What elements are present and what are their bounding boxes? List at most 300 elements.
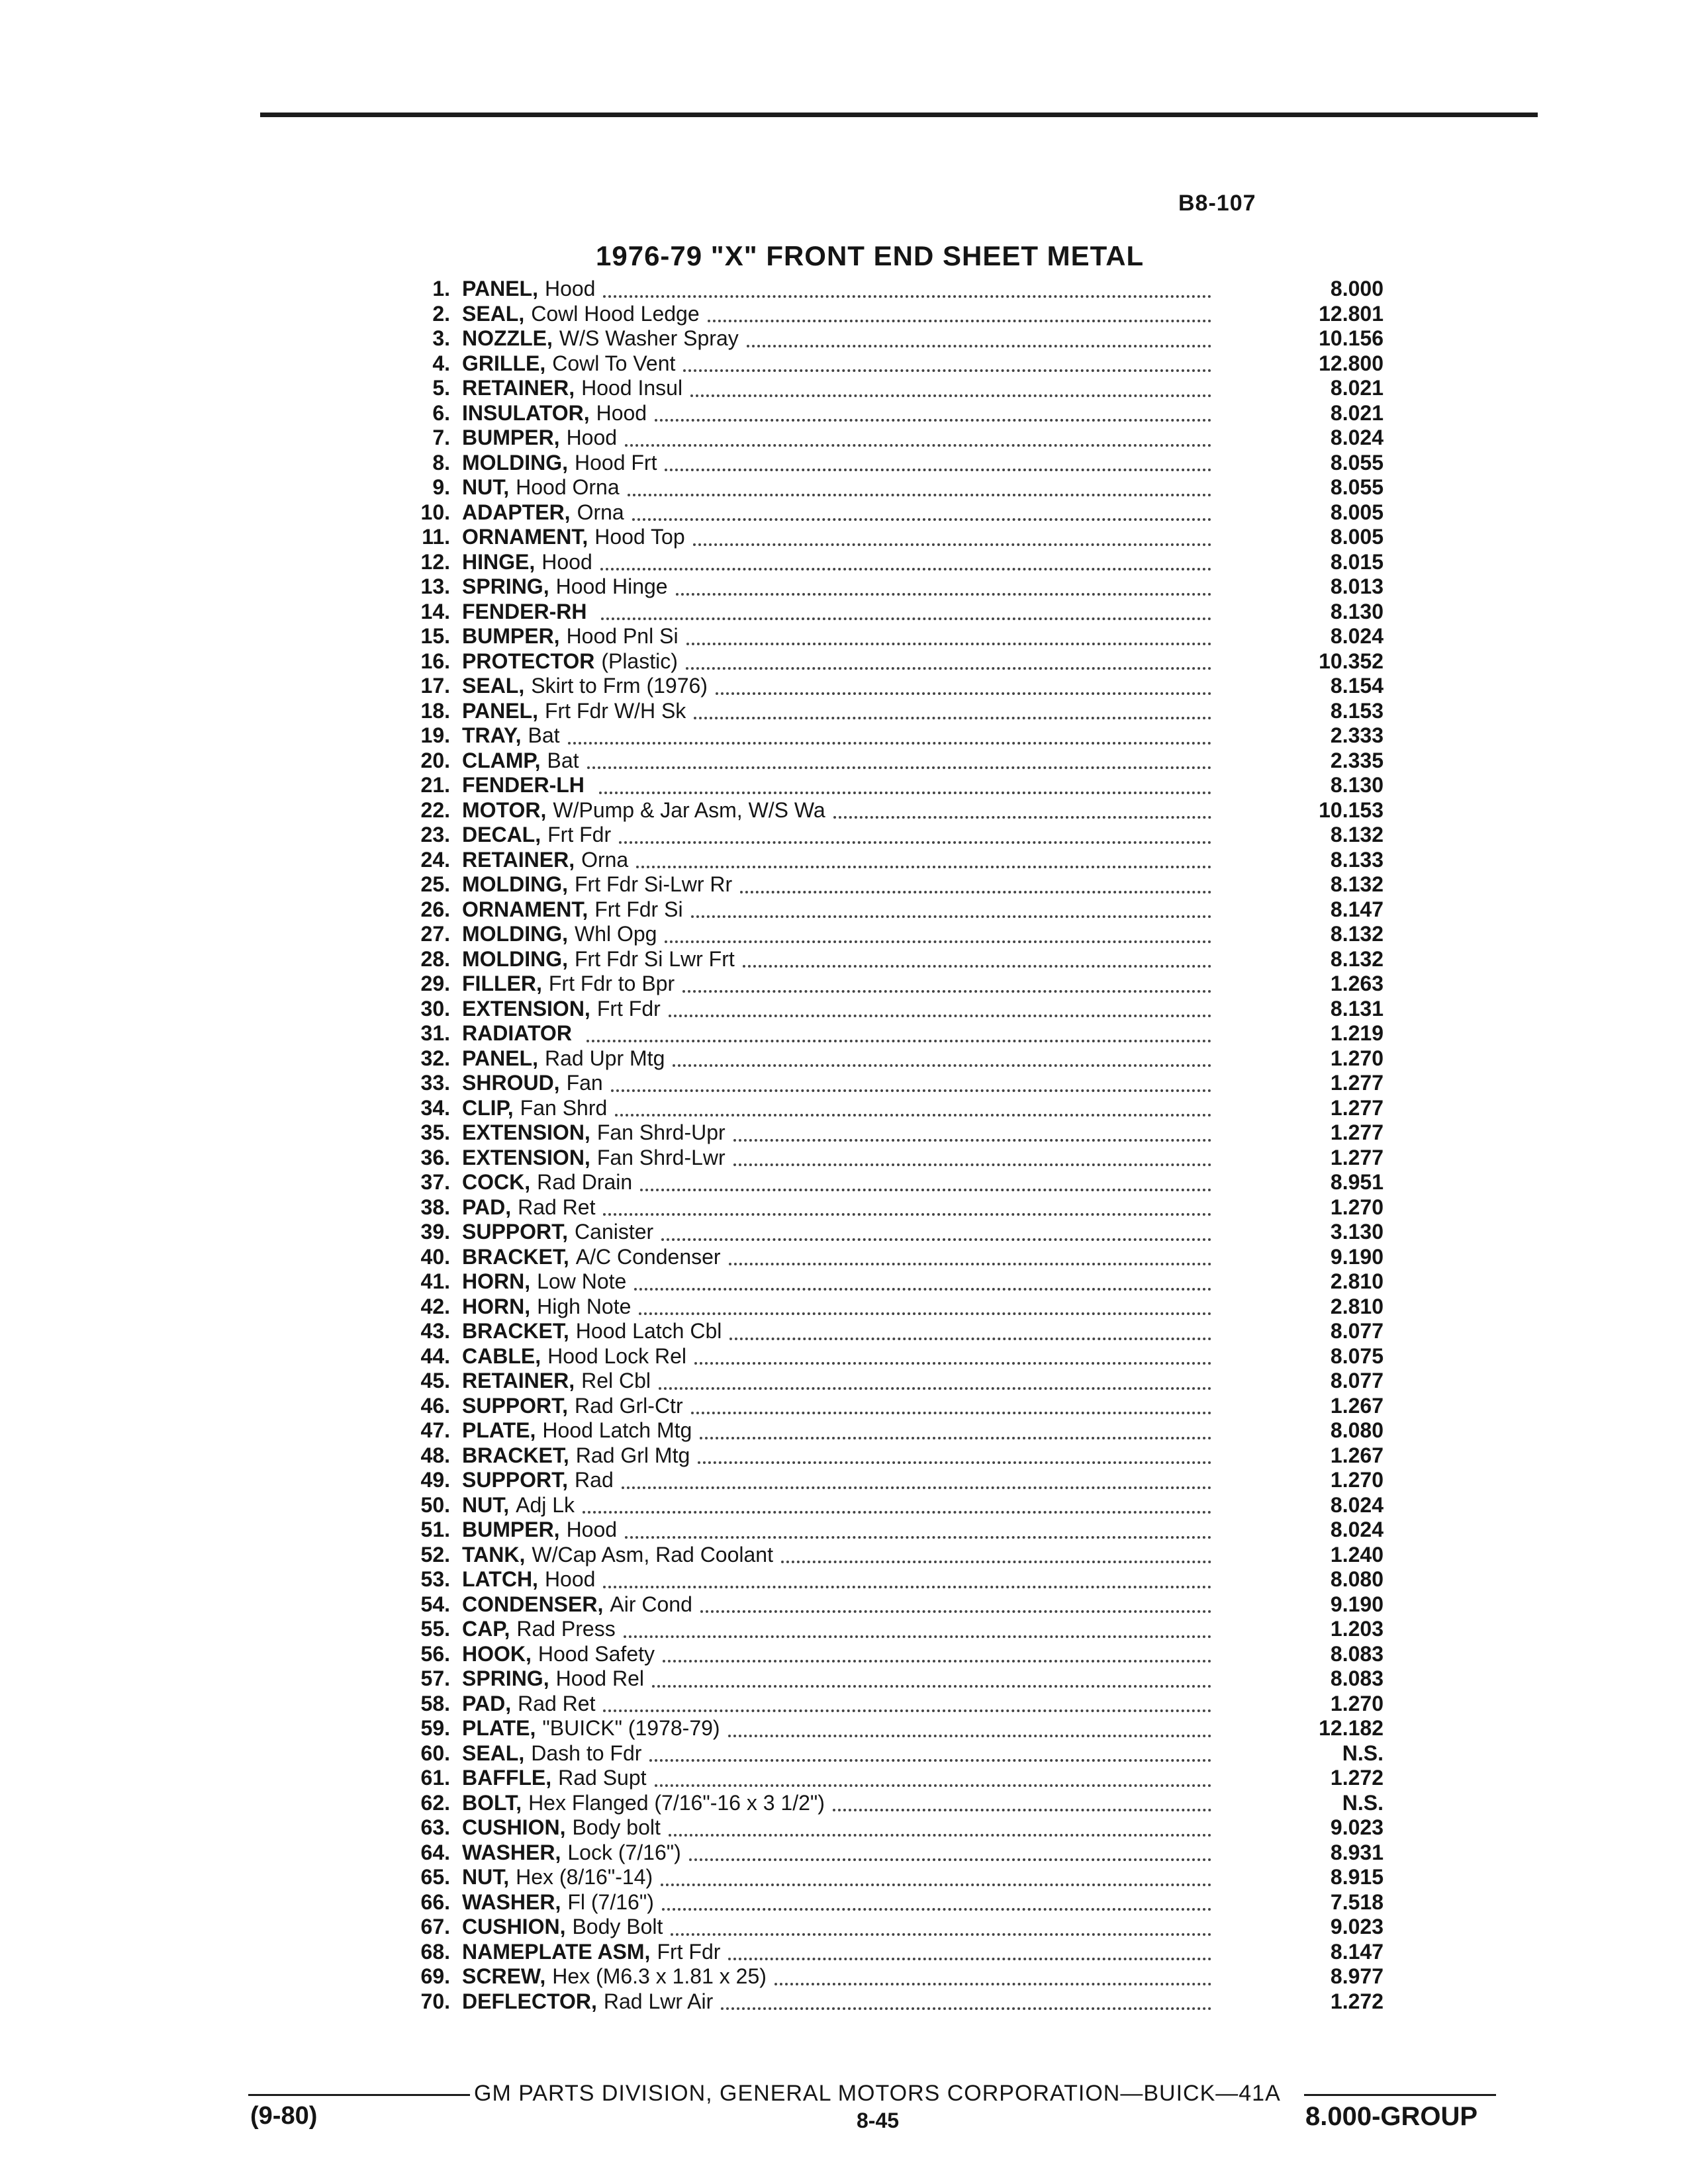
- part-description: Hood: [566, 426, 618, 449]
- part-group-number: 8.083: [1330, 1666, 1383, 1690]
- part-group-number: 8.005: [1330, 500, 1383, 524]
- part-number: 69.: [420, 1964, 450, 1988]
- part-row: [384, 326, 1383, 351]
- part-group-number: 2.333: [1330, 723, 1383, 747]
- part-number: 4.: [432, 351, 450, 375]
- part-group-number: 8.154: [1330, 674, 1383, 698]
- part-description: Body bolt: [572, 1815, 661, 1839]
- part-description: Frt Fdr: [596, 996, 661, 1021]
- part-description: Frt Fdr to Bpr: [548, 972, 675, 995]
- part-row: [384, 1716, 1383, 1741]
- part-description: Hood: [544, 277, 596, 300]
- part-row: [384, 1394, 1383, 1419]
- part-number: 28.: [420, 946, 450, 971]
- part-row: [384, 1815, 1383, 1841]
- part-name: BOLT,: [462, 1790, 522, 1815]
- part-group-number: 9.023: [1330, 1815, 1383, 1839]
- part-number: 32.: [420, 1046, 450, 1070]
- part-number: 11.: [422, 525, 450, 549]
- part-name: PANEL,: [462, 277, 538, 300]
- part-row: [384, 1766, 1383, 1791]
- part-number: 66.: [420, 1889, 450, 1914]
- part-description: Frt Fdr Si Lwr Frt: [574, 946, 735, 971]
- part-description: Body Bolt: [572, 1915, 663, 1938]
- part-number: 44.: [420, 1343, 450, 1368]
- part-number: 52.: [420, 1542, 450, 1567]
- part-description: Low Note: [537, 1269, 627, 1293]
- dot-leader: [601, 598, 1211, 620]
- part-row: [384, 1369, 1383, 1394]
- part-row: [384, 624, 1383, 649]
- part-name: SUPPORT,: [462, 1468, 569, 1492]
- part-row: [384, 674, 1383, 699]
- part-group-number: 10.352: [1319, 649, 1383, 673]
- part-group-number: 8.055: [1330, 450, 1383, 475]
- section-title: 1976-79 "X" FRONT END SHEET METAL: [596, 240, 1145, 271]
- part-description: Hood Insul: [581, 376, 683, 400]
- dot-leader: [628, 474, 1211, 496]
- part-row: [384, 1468, 1383, 1493]
- part-description: Hood Lock Rel: [547, 1343, 686, 1368]
- part-description: Whl Opg: [574, 922, 657, 946]
- part-name: SEAL,: [462, 1741, 525, 1765]
- part-name: BUMPER,: [462, 624, 560, 648]
- dot-leader: [634, 1268, 1211, 1291]
- part-number: 29.: [420, 972, 450, 995]
- part-row: [384, 1989, 1383, 2015]
- dot-leader: [686, 647, 1211, 670]
- part-description: Hood: [541, 549, 592, 574]
- part-row: [384, 1344, 1383, 1369]
- part-row: [384, 1518, 1383, 1543]
- part-name: EXTENSION,: [462, 1145, 590, 1169]
- part-description: Fan: [566, 1071, 603, 1095]
- part-name: SUPPORT,: [462, 1220, 569, 1244]
- part-number: 43.: [420, 1319, 450, 1343]
- part-row: [384, 773, 1383, 798]
- part-row: [384, 972, 1383, 997]
- dot-leader: [624, 1615, 1211, 1638]
- part-description: Rad: [575, 1468, 614, 1492]
- part-row: [384, 1741, 1383, 1766]
- part-description: Frt Fdr Si: [594, 897, 683, 921]
- part-group-number: 8.013: [1330, 574, 1383, 598]
- part-number: 23.: [420, 823, 450, 846]
- part-number: 18.: [420, 698, 450, 723]
- part-number: 13.: [420, 574, 450, 598]
- part-number: 58.: [420, 1691, 450, 1715]
- part-row: [384, 1915, 1383, 1940]
- part-description: (Plastic): [601, 649, 678, 673]
- part-group-number: 8.005: [1330, 525, 1383, 549]
- part-name: HORN,: [462, 1294, 531, 1318]
- part-number: 40.: [420, 1244, 450, 1269]
- dot-leader: [716, 672, 1211, 695]
- footer-rule-left: [248, 2094, 470, 2096]
- part-group-number: 8.132: [1330, 946, 1383, 971]
- part-row: [384, 351, 1383, 377]
- part-name: CUSHION,: [462, 1915, 566, 1938]
- footer-corporation: GM PARTS DIVISION, GENERAL MOTORS CORPORATION—BUICK—41A: [474, 2081, 1281, 2106]
- part-group-number: 8.077: [1330, 1319, 1383, 1343]
- part-description: Fan Shrd-Upr: [596, 1120, 726, 1144]
- part-row: [384, 302, 1383, 327]
- part-group-number: 8.024: [1330, 426, 1383, 449]
- dot-leader: [676, 573, 1211, 596]
- part-name: NUT,: [462, 1865, 510, 1889]
- part-name: SHROUD,: [462, 1071, 560, 1095]
- part-description: Hood: [596, 400, 647, 425]
- part-name: CONDENSER,: [462, 1592, 604, 1616]
- part-row: [384, 1791, 1383, 1816]
- part-name: SPRING,: [462, 1666, 549, 1690]
- dot-leader: [728, 1715, 1211, 1737]
- dot-leader: [733, 1144, 1211, 1166]
- dot-leader: [729, 1243, 1211, 1265]
- part-row: [384, 997, 1383, 1022]
- dot-leader: [611, 1069, 1211, 1092]
- part-row: [384, 1170, 1383, 1195]
- part-name: PANEL,: [462, 698, 538, 723]
- page-code: B8-107: [1178, 191, 1256, 216]
- dot-leader: [740, 871, 1211, 893]
- part-row: [384, 475, 1383, 500]
- part-description: Lock (7/16"): [567, 1840, 681, 1864]
- part-number: 3.: [432, 326, 450, 350]
- part-number: 48.: [420, 1443, 450, 1467]
- dot-leader: [625, 424, 1211, 447]
- dot-leader: [661, 1218, 1211, 1241]
- part-group-number: 8.132: [1330, 922, 1383, 946]
- part-group-number: 8.015: [1330, 549, 1383, 574]
- part-row: [384, 451, 1383, 476]
- part-name: PLATE,: [462, 1418, 536, 1442]
- dot-leader: [652, 1665, 1211, 1688]
- part-number: 49.: [420, 1468, 450, 1492]
- part-number: 16.: [420, 649, 450, 673]
- part-group-number: 8.080: [1330, 1567, 1383, 1591]
- part-group-number: 9.023: [1330, 1915, 1383, 1938]
- part-group-number: 8.000: [1330, 277, 1383, 300]
- part-row: [384, 699, 1383, 724]
- part-group-number: 7.518: [1330, 1889, 1383, 1914]
- part-name: DEFLECTOR,: [462, 1989, 597, 2013]
- part-description: Orna: [577, 500, 624, 524]
- part-number: 8.: [432, 450, 450, 475]
- part-number: 51.: [420, 1518, 450, 1541]
- part-row: [384, 401, 1383, 426]
- part-row: [384, 649, 1383, 674]
- part-number: 38.: [420, 1195, 450, 1219]
- part-name: RADIATOR: [462, 1021, 572, 1045]
- part-description: Rad Ret: [518, 1691, 596, 1715]
- part-number: 37.: [420, 1170, 450, 1194]
- part-number: 56.: [420, 1641, 450, 1666]
- dot-leader: [661, 1864, 1211, 1886]
- part-row: [384, 872, 1383, 897]
- part-description: Frt Fdr: [547, 823, 612, 846]
- part-row: [384, 1319, 1383, 1344]
- part-group-number: 1.263: [1330, 972, 1383, 995]
- part-group-number: N.S.: [1342, 1790, 1383, 1815]
- part-name: SUPPORT,: [462, 1393, 569, 1418]
- part-group-number: 1.219: [1330, 1021, 1383, 1045]
- part-description: W/Pump & Jar Asm, W/S Wa: [553, 797, 825, 822]
- part-group-number: 1.270: [1330, 1691, 1383, 1715]
- dot-leader: [694, 1342, 1211, 1365]
- part-number: 53.: [420, 1567, 450, 1591]
- dot-leader: [586, 1020, 1211, 1042]
- part-group-number: 1.272: [1330, 1989, 1383, 2013]
- part-description: Hood Latch Cbl: [575, 1319, 722, 1343]
- part-description: Rad Grl-Ctr: [575, 1393, 683, 1418]
- part-name: DECAL,: [462, 823, 541, 846]
- part-name: MOTOR,: [462, 797, 547, 822]
- part-description: Rad Supt: [558, 1766, 647, 1790]
- part-number: 15.: [420, 624, 450, 648]
- part-group-number: 10.153: [1319, 797, 1383, 822]
- part-number: 42.: [420, 1294, 450, 1318]
- part-name: PANEL,: [462, 1046, 538, 1070]
- dot-leader: [659, 1367, 1211, 1390]
- part-name: MOLDING,: [462, 450, 568, 475]
- dot-leader: [663, 1640, 1211, 1662]
- part-description: Cowl To Vent: [552, 351, 676, 375]
- part-row: [384, 723, 1383, 749]
- part-number: 1.: [432, 277, 450, 300]
- part-row: [384, 848, 1383, 873]
- part-description: Cowl Hood Ledge: [531, 301, 700, 326]
- part-number: 55.: [420, 1617, 450, 1641]
- dot-leader: [615, 1094, 1211, 1116]
- part-row: [384, 1865, 1383, 1890]
- part-group-number: 8.132: [1330, 872, 1383, 896]
- dot-leader: [603, 275, 1211, 298]
- part-row: [384, 947, 1383, 972]
- part-name: TANK,: [462, 1542, 526, 1567]
- part-group-number: 8.131: [1330, 996, 1383, 1021]
- part-number: 22.: [420, 797, 450, 822]
- part-number: 17.: [420, 674, 450, 698]
- part-name: TRAY,: [462, 723, 522, 747]
- part-number: 60.: [420, 1741, 450, 1765]
- part-description: Adj Lk: [516, 1492, 575, 1517]
- part-number: 36.: [420, 1145, 450, 1169]
- part-description: Fl (7/16"): [567, 1889, 654, 1914]
- dot-leader: [665, 921, 1211, 943]
- part-group-number: 1.270: [1330, 1195, 1383, 1219]
- part-group-number: 8.024: [1330, 1518, 1383, 1541]
- part-group-number: 2.810: [1330, 1294, 1383, 1318]
- part-row: [384, 1493, 1383, 1518]
- part-description: High Note: [537, 1294, 632, 1318]
- part-description: Frt Fdr Si-Lwr Rr: [574, 872, 733, 896]
- dot-leader: [721, 1987, 1211, 2010]
- part-name: ADAPTER,: [462, 500, 571, 524]
- part-number: 67.: [420, 1915, 450, 1938]
- part-row: [384, 1692, 1383, 1717]
- dot-leader: [669, 1814, 1211, 1837]
- part-group-number: 1.267: [1330, 1443, 1383, 1467]
- part-name: PROTECTOR: [462, 649, 595, 673]
- dot-leader: [694, 697, 1211, 719]
- part-row: [384, 1021, 1383, 1046]
- part-description: Frt Fdr W/H Sk: [544, 698, 686, 723]
- dot-leader: [599, 772, 1211, 794]
- part-row: [384, 1890, 1383, 1915]
- part-name: PAD,: [462, 1195, 512, 1219]
- part-name: RETAINER,: [462, 1369, 575, 1392]
- part-number: 68.: [420, 1939, 450, 1964]
- dot-leader: [649, 1739, 1211, 1762]
- part-description: A/C Condenser: [575, 1244, 721, 1269]
- part-group-number: 8.080: [1330, 1418, 1383, 1442]
- part-description: Hood: [544, 1567, 596, 1591]
- part-description: Air Cond: [610, 1592, 692, 1616]
- part-description: Hood Hinge: [555, 574, 668, 598]
- part-number: 33.: [420, 1071, 450, 1095]
- part-number: 6.: [432, 400, 450, 425]
- part-name: BAFFLE,: [462, 1766, 552, 1790]
- part-name: HORN,: [462, 1269, 531, 1293]
- part-number: 47.: [420, 1418, 450, 1442]
- part-number: 26.: [420, 897, 450, 921]
- part-description: Frt Fdr: [657, 1939, 721, 1964]
- part-description: Rad Lwr Air: [603, 1989, 714, 2013]
- part-name: NOZZLE,: [462, 326, 553, 350]
- part-name: ORNAMENT,: [462, 897, 588, 921]
- part-description: "BUICK" (1978-79): [542, 1716, 720, 1740]
- dot-leader: [781, 1541, 1211, 1563]
- part-description: Rad Upr Mtg: [544, 1046, 665, 1070]
- part-row: [384, 1046, 1383, 1071]
- dot-leader: [693, 523, 1211, 546]
- part-row: [384, 749, 1383, 774]
- part-group-number: 8.931: [1330, 1840, 1383, 1864]
- part-description: Rel Cbl: [581, 1369, 651, 1392]
- part-group-number: 8.021: [1330, 400, 1383, 425]
- part-row: [384, 897, 1383, 923]
- part-number: 39.: [420, 1220, 450, 1244]
- dot-leader: [587, 747, 1211, 769]
- dot-leader: [603, 1566, 1211, 1588]
- part-row: [384, 1071, 1383, 1096]
- part-group-number: 8.147: [1330, 1939, 1383, 1964]
- part-description: Canister: [575, 1220, 654, 1244]
- part-name: BUMPER,: [462, 1518, 560, 1541]
- part-name: SEAL,: [462, 674, 525, 698]
- part-number: 14.: [420, 599, 450, 623]
- part-name: PLATE,: [462, 1716, 536, 1740]
- part-group-number: 8.130: [1330, 599, 1383, 623]
- part-name: SEAL,: [462, 301, 525, 326]
- part-group-number: 1.267: [1330, 1393, 1383, 1418]
- part-number: 25.: [420, 872, 450, 896]
- part-number: 64.: [420, 1840, 450, 1864]
- part-group-number: 12.800: [1319, 351, 1383, 375]
- part-number: 57.: [420, 1666, 450, 1690]
- part-row: [384, 1592, 1383, 1617]
- part-number: 34.: [420, 1095, 450, 1120]
- part-name: CLIP,: [462, 1095, 514, 1120]
- part-row: [384, 574, 1383, 600]
- part-group-number: 1.272: [1330, 1766, 1383, 1790]
- dot-leader: [639, 1293, 1211, 1315]
- part-name: INSULATOR,: [462, 400, 590, 425]
- part-description: Orna: [581, 847, 629, 872]
- dot-leader: [583, 1491, 1211, 1514]
- header-rule: [260, 113, 1538, 117]
- part-name: RETAINER,: [462, 847, 575, 872]
- part-description: Hood Pnl Si: [566, 624, 679, 648]
- dot-leader: [640, 1169, 1211, 1191]
- part-description: Hood Latch Mtg: [542, 1418, 692, 1442]
- part-group-number: 8.024: [1330, 1492, 1383, 1517]
- dot-leader: [625, 1516, 1211, 1539]
- part-group-number: 8.024: [1330, 624, 1383, 648]
- part-group-number: 8.133: [1330, 847, 1383, 872]
- part-number: 5.: [432, 376, 450, 400]
- part-number: 41.: [420, 1269, 450, 1293]
- part-name: WASHER,: [462, 1889, 561, 1914]
- part-description: Hood Orna: [516, 475, 620, 499]
- part-group-number: 1.277: [1330, 1071, 1383, 1095]
- part-description: Hood Rel: [555, 1666, 644, 1690]
- part-row: [384, 525, 1383, 550]
- dot-leader: [700, 1417, 1211, 1439]
- part-name: NUT,: [462, 475, 510, 499]
- part-row: [384, 500, 1383, 525]
- dot-leader: [774, 1963, 1211, 1985]
- part-number: 21.: [420, 773, 450, 797]
- part-description: Hood Safety: [538, 1641, 655, 1666]
- part-name: LATCH,: [462, 1567, 538, 1591]
- part-number: 54.: [420, 1592, 450, 1616]
- part-number: 59.: [420, 1716, 450, 1740]
- part-row: [384, 550, 1383, 575]
- part-name: COCK,: [462, 1170, 531, 1194]
- part-description: Fan Shrd-Lwr: [596, 1145, 726, 1169]
- part-name: HOOK,: [462, 1641, 532, 1666]
- part-name: FENDER-RH: [462, 599, 587, 623]
- part-row: [384, 1120, 1383, 1146]
- part-number: 10.: [420, 500, 450, 524]
- part-description: Rad Ret: [518, 1195, 596, 1219]
- part-number: 20.: [420, 748, 450, 772]
- part-number: 9.: [432, 475, 450, 499]
- part-group-number: 2.335: [1330, 748, 1383, 772]
- dot-leader: [619, 821, 1211, 844]
- part-description: Hood: [566, 1518, 618, 1541]
- footer-group-label: 8.000-GROUP: [1305, 2102, 1478, 2131]
- part-row: [384, 277, 1383, 302]
- part-number: 12.: [420, 549, 450, 574]
- part-name: PAD,: [462, 1691, 512, 1715]
- dot-leader: [683, 349, 1211, 372]
- part-name: NUT,: [462, 1492, 510, 1517]
- part-name: CABLE,: [462, 1343, 541, 1368]
- part-row: [384, 1617, 1383, 1642]
- dot-leader: [690, 375, 1211, 397]
- part-name: HINGE,: [462, 549, 536, 574]
- part-row: [384, 1443, 1383, 1469]
- dot-leader: [686, 623, 1211, 645]
- part-description: Hex (8/16"-14): [516, 1865, 653, 1889]
- part-description: Dash to Fdr: [531, 1741, 642, 1765]
- part-number: 65.: [420, 1865, 450, 1889]
- dot-leader: [682, 970, 1211, 993]
- part-description: Skirt to Frm (1976): [531, 674, 708, 698]
